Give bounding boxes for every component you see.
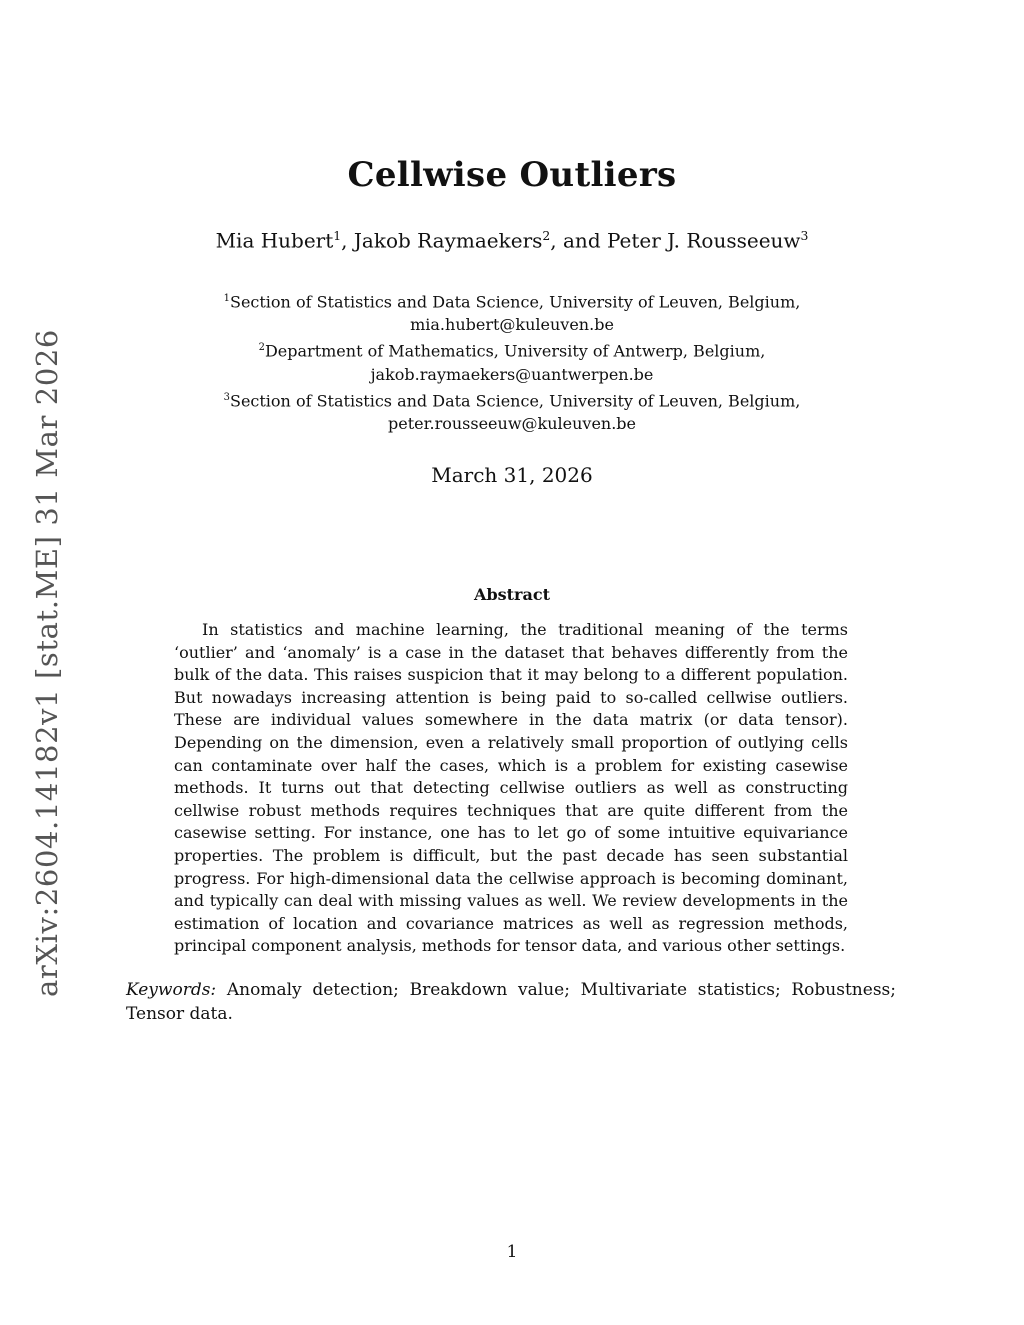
affiliation-mark: 1 [333, 228, 342, 243]
author-name: Jakob Raymaekers [353, 228, 543, 253]
keywords [126, 978, 896, 1026]
affiliation-mark: 3 [223, 391, 230, 403]
affiliation-institution: Department of Mathematics, University of Antwerp, Belgium, [264, 341, 766, 361]
affiliation-mark: 2 [542, 228, 551, 243]
page-number: 1 [506, 1242, 518, 1262]
affiliation-mark: 1 [223, 293, 230, 304]
author-separator: , [341, 228, 354, 253]
affiliation-mark: 2 [258, 342, 265, 354]
affiliation-line [0, 386, 1024, 412]
author-name: Mia Hubert [215, 228, 334, 253]
abstract-text: In statistics and machine learning, the traditional meaning of the terms ‘outlier’ and ‘anomaly’ is a case in the dataset that behaves differently from the bulk of the data. This raises suspicion that it may belong to a different population. But nowadays increasing attention is being paid to so-called cellwise outliers. These are individual values somewhere in the data matrix (or data tensor). Depending on the dimension, even a relatively small proportion of outlying cells can contaminate over half the cases, which is a problem for existing casewise methods. It turns out that detecting cellwise outliers as well as constructing cellwise robust methods requires techniques that are quite different from the casewise setting. For instance, one has to let go of some intuitive equivariance properties. The problem is difficult, but the past decade has seen substantial progress. For high-dimensional data the cellwise approach is becoming dominant, and typically can deal with missing values as well. We review developments in the estimation of location and covariance matrices as well as regression methods, principal component analysis, methods for tensor data, and various other settings. [174, 620, 848, 956]
paper-date: March 31, 2026 [431, 463, 593, 487]
affiliation-line [0, 287, 1024, 313]
author-list [0, 228, 1024, 253]
affiliation-email: peter.rousseeuw@kuleuven.be [387, 413, 637, 433]
affiliation-institution: Section of Statistics and Data Science, University of Leuven, Belgium, [229, 390, 801, 410]
arxiv-identifier: arXiv:2604.14182v1 [stat.ME] 31 Mar 2026 [30, 328, 65, 997]
author-separator: , and [550, 228, 607, 253]
author-name: Peter J. Rousseeuw [606, 228, 801, 253]
affiliations [0, 287, 1024, 435]
keywords-text: Anomaly detection; Breakdown value; Multivariate statistics; Robustness; Tensor data. [126, 980, 896, 1024]
abstract-heading: Abstract [474, 585, 550, 604]
keywords-label: Keywords: [126, 980, 217, 1000]
affiliation-line [0, 336, 1024, 362]
arxiv-sidebar [8, 328, 86, 997]
paper-title: Cellwise Outliers [347, 155, 677, 195]
affiliation-email: jakob.raymaekers@uantwerpen.be [370, 364, 654, 384]
affiliation-mark: 3 [800, 228, 809, 243]
affiliation-institution: Section of Statistics and Data Science, University of Leuven, Belgium, [229, 292, 801, 312]
affiliation-email: mia.hubert@kuleuven.be [410, 315, 614, 335]
